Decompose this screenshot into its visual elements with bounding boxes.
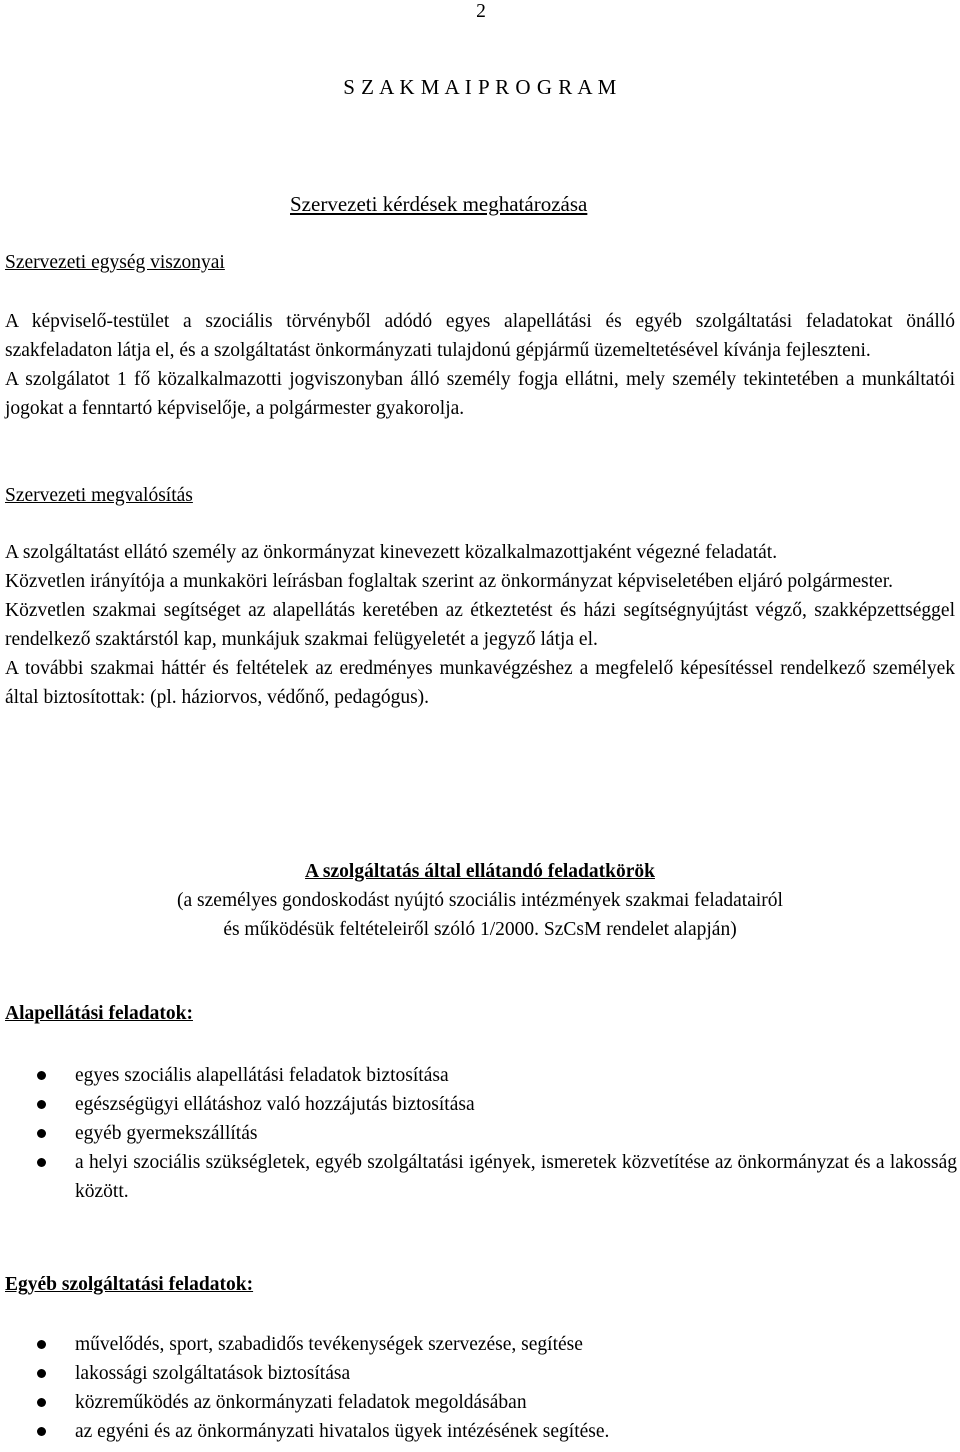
bullet-icon: [37, 1100, 46, 1109]
bullet-icon: [37, 1369, 46, 1378]
bullet-icon: [37, 1129, 46, 1138]
implementation-heading: Szervezeti megvalósítás: [5, 485, 193, 506]
list-item: egyéb gyermekszállítás: [0, 1119, 957, 1148]
list-item: közreműködés az önkormányzati feladatok megoldásában: [0, 1388, 957, 1417]
tasks-title: A szolgáltatás által ellátandó feladatkörök: [305, 861, 655, 882]
list-item: egyes szociális alapellátási feladatok biztosítása: [0, 1061, 957, 1090]
basic-tasks-heading: Alapellátási feladatok:: [5, 1003, 193, 1024]
other-tasks-heading-block: [5, 1270, 955, 1299]
unit-relations-section: [5, 248, 955, 277]
implementation-paragraph-2: Közvetlen irányítója a munkaköri leírásban foglaltak szerint az önkormányzat képviseletében eljáró polgármester.: [5, 571, 893, 592]
list-item: az egyéni és az önkormányzati hivatalos ügyek intézésének segítése.: [0, 1417, 957, 1446]
implementation-heading-block: [5, 481, 955, 510]
list-item: művelődés, sport, szabadidős tevékenységek szervezése, segítése: [0, 1330, 957, 1359]
other-tasks-list-block: [0, 1330, 957, 1446]
basic-tasks-heading-block: [5, 999, 955, 1028]
tasks-title-block: [0, 857, 960, 944]
implementation-paragraph-4: A további szakmai háttér és feltételek az eredményes munkavégzéshez a megfelelő képesítéssel rendelkező személyek által biztosítottak: (pl. háziorvos, védőnő, pedagógus).: [5, 658, 955, 708]
list-item: a helyi szociális szükségletek, egyéb szolgáltatási igények, ismeretek közvetítése az önkormányzat és a lakosság között.: [0, 1148, 957, 1206]
bullet-icon: [37, 1427, 46, 1436]
list-item: lakossági szolgáltatások biztosítása: [0, 1359, 957, 1388]
implementation-body: [5, 538, 955, 712]
basic-tasks-list: [0, 1061, 957, 1206]
list-item: egészségügyi ellátáshoz való hozzájutás biztosítása: [0, 1090, 957, 1119]
bullet-icon: [37, 1340, 46, 1349]
unit-relations-paragraph-2: A szolgálatot 1 fő közalkalmazotti jogviszonyban álló személy fogja ellátni, mely személy tekintetében a munkáltatói jogokat a fenntartó képviselője, a polgármester gyakorolja.: [5, 369, 955, 419]
basic-tasks-list-block: [0, 1061, 957, 1206]
unit-relations-paragraph-1: A képviselő-testület a szociális törvényből adódó egyes alapellátási és egyéb szolgáltatási feladatokat önálló szakfeladaton látja el, és a szolgáltatást önkormányzati tulajdonú gépjármű üzemeltetésével kívánja fejleszteni.: [5, 311, 955, 361]
section-title: Szervezeti kérdések meghatározása: [290, 192, 588, 216]
tasks-subtitle-line-1: (a személyes gondoskodást nyújtó szociális intézmények szakmai feladatairól: [177, 890, 783, 911]
bullet-icon: [37, 1071, 46, 1080]
tasks-subtitle-line-2: és működésük feltételeiről szóló 1/2000. SzCsM rendelet alapján): [223, 919, 737, 940]
program-title: S Z A K M A I P R O G R A M: [343, 75, 617, 99]
implementation-paragraph-3: Közvetlen szakmai segítséget az alapellátás keretében az étkeztetést és házi segítségnyújtást végző, szakképzettséggel rendelkező szaktárstól kap, munkájuk szakmai felügyeletét a jegyző látja el.: [5, 600, 955, 650]
bullet-icon: [37, 1398, 46, 1407]
other-tasks-list: [0, 1330, 957, 1446]
implementation-paragraph-1: A szolgáltatást ellátó személy az önkormányzat kinevezett közalkalmazottjaként végezné feladatát.: [5, 542, 778, 563]
unit-relations-body: [5, 307, 955, 423]
unit-relations-heading: Szervezeti egység viszonyai: [5, 252, 225, 273]
bullet-icon: [37, 1158, 46, 1167]
page-number: 2: [476, 1, 486, 22]
other-tasks-heading: Egyéb szolgáltatási feladatok:: [5, 1274, 254, 1295]
